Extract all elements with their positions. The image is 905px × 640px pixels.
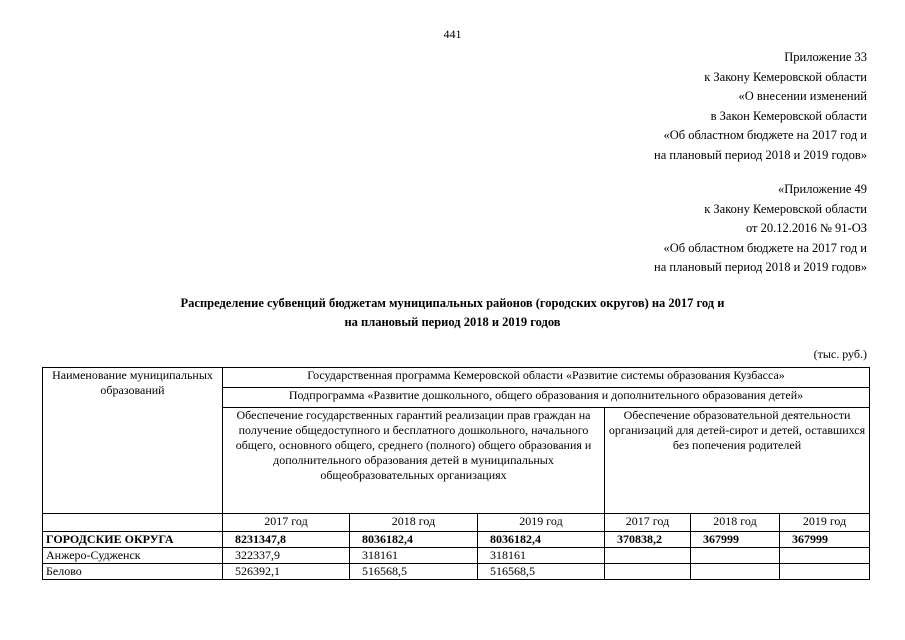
cell-value: 318161	[478, 548, 605, 564]
appendix-line: «О внесении изменений	[738, 89, 867, 103]
cell-value	[605, 564, 691, 580]
year-header: 2018 год	[350, 514, 478, 532]
cell-value: 322337,9	[223, 548, 350, 564]
cell-value: 526392,1	[223, 564, 350, 580]
appendix-line: на плановый период 2018 и 2019 годов»	[654, 260, 867, 274]
cell-value: 8036182,4	[350, 532, 478, 548]
document-title	[0, 294, 905, 332]
row-name: Анжеро-Судженск	[43, 548, 223, 564]
title-line: Распределение субвенций бюджетам муниципальных районов (городских округов) на 2017 год и	[180, 296, 725, 310]
cell-value	[780, 548, 870, 564]
year-header: 2017 год	[223, 514, 350, 532]
subvention-table	[42, 367, 870, 580]
appendix-line: к Закону Кемеровской области	[704, 201, 867, 216]
program-header: Государственная программа Кемеровской области «Развитие системы образования Кузбасса»	[223, 368, 870, 388]
table-row	[43, 564, 870, 580]
year-header: 2019 год	[780, 514, 870, 532]
appendix-original-block	[654, 180, 867, 278]
units-label: (тыс. руб.)	[813, 347, 867, 361]
appendix-line: «Приложение 49	[778, 182, 867, 196]
year-header: 2017 год	[605, 514, 691, 532]
cell-value	[605, 548, 691, 564]
name-header-bottom	[43, 514, 223, 532]
table-row	[43, 548, 870, 564]
cell-value: 8231347,8	[223, 532, 350, 548]
cell-value	[780, 564, 870, 580]
appendix-line: в Закон Кемеровской области	[710, 108, 867, 123]
row-name: Белово	[43, 564, 223, 580]
cell-value: 516568,5	[478, 564, 605, 580]
title-line: на плановый период 2018 и 2019 годов	[344, 315, 561, 329]
appendix-line: от 20.12.2016 № 91-ОЗ	[745, 221, 867, 235]
appendix-line: Приложение 33	[784, 50, 867, 64]
name-header: Наименование муниципальных образований	[43, 368, 223, 514]
row-name: ГОРОДСКИЕ ОКРУГА	[43, 532, 223, 548]
appendix-line: «Об областном бюджете на 2017 год и	[663, 128, 867, 142]
cell-value: 367999	[691, 532, 780, 548]
appendix-line: к Закону Кемеровской области	[704, 69, 867, 84]
page-number: 441	[443, 27, 462, 41]
cell-value: 516568,5	[350, 564, 478, 580]
subprogram-header: Подпрограмма «Развитие дошкольного, общего образования и дополнительного образования детей»	[223, 388, 870, 408]
column-group-2-header: Обеспечение образовательной деятельности организаций для детей-сирот и детей, оставшихся без попечения родителей	[605, 408, 870, 514]
cell-value	[691, 564, 780, 580]
year-header: 2019 год	[478, 514, 605, 532]
year-header: 2018 год	[691, 514, 780, 532]
column-group-1-header: Обеспечение государственных гарантий реализации прав граждан на получение общедоступного и бесплатного дошкольного, начального общего, основного общего, среднего (полного) общего образования и дополнительного образования детей в муниципальных общеобразовательных организациях	[223, 408, 605, 514]
appendix-line: на плановый период 2018 и 2019 годов»	[654, 147, 867, 162]
table-row	[43, 532, 870, 548]
cell-value: 370838,2	[605, 532, 691, 548]
cell-value	[691, 548, 780, 564]
appendix-current-block	[654, 48, 867, 165]
cell-value: 367999	[780, 532, 870, 548]
cell-value: 318161	[350, 548, 478, 564]
cell-value: 8036182,4	[478, 532, 605, 548]
appendix-line: «Об областном бюджете на 2017 год и	[663, 240, 867, 255]
